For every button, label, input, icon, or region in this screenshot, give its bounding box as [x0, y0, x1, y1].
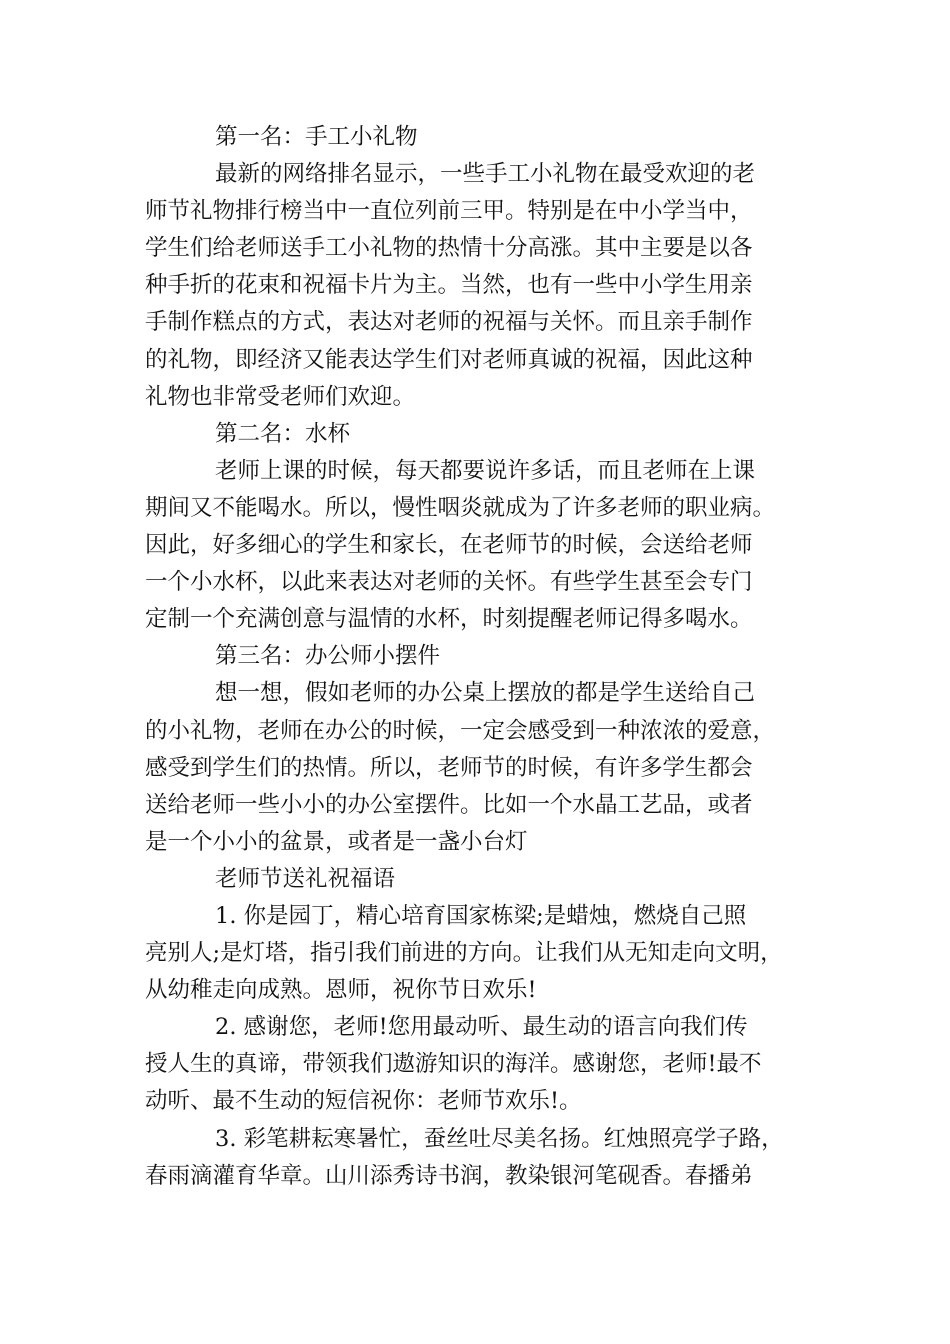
text-line: 最新的网络排名显示，一些手工小礼物在最受欢迎的老	[215, 161, 756, 188]
text-line: 的小礼物，老师在办公的时候，一定会感受到一种浓浓的爱意，	[145, 717, 776, 744]
text-line: 想一想，假如老师的办公桌上摆放的都是学生送给自己	[215, 680, 756, 707]
text-line: 老师上课的时候，每天都要说许多话，而且老师在上课	[215, 457, 756, 484]
text-line: 种手折的花束和祝福卡片为主。当然，也有一些中小学生用亲	[145, 272, 753, 299]
document-body	[145, 119, 813, 1195]
text-line: 3. 彩笔耕耘寒暑忙，蚕丝吐尽美名扬。红烛照亮学子路，	[215, 1125, 784, 1152]
text-line: 是一个小小的盆景，或者是一盏小台灯	[145, 828, 528, 855]
text-line: 礼物也非常受老师们欢迎。	[145, 383, 416, 410]
text-line: 动听、最不生动的短信祝你：老师节欢乐!。	[145, 1088, 582, 1115]
text-line: 定制一个充满创意与温情的水杯，时刻提醒老师记得多喝水。	[145, 606, 753, 633]
text-line: 授人生的真谛，带领我们遨游知识的海洋。感谢您，老师!最不	[145, 1051, 762, 1078]
text-line: 送给老师一些小小的办公室摆件。比如一个水晶工艺品，或者	[145, 791, 753, 818]
text-line: 第三名：办公师小摆件	[215, 643, 441, 670]
text-line: 2. 感谢您，老师!您用最动听、最生动的语言向我们传	[215, 1014, 748, 1041]
text-line: 第二名：水杯	[215, 420, 351, 447]
text-line: 第一名：手工小礼物	[215, 124, 418, 150]
text-line: 期间又不能喝水。所以，慢性咽炎就成为了许多老师的职业病。	[145, 494, 776, 521]
text-line: 学生们给老师送手工小礼物的热情十分高涨。其中主要是以各	[145, 235, 753, 262]
text-line: 感受到学生们的热情。所以，老师节的时候，有许多学生都会	[145, 754, 753, 781]
text-line: 老师节送礼祝福语	[215, 865, 396, 892]
text-line: 的礼物，即经济又能表达学生们对老师真诚的祝福，因此这种	[145, 346, 753, 373]
text-line: 春雨滴灌育华章。山川添秀诗书润，教染银河笔砚香。春播弟	[145, 1162, 753, 1189]
text-line: 一个小水杯，以此来表达对老师的关怀。有些学生甚至会专门	[145, 569, 753, 596]
text-line: 因此，好多细心的学生和家长，在老师节的时候，会送给老师	[145, 532, 753, 559]
text-line: 亮别人;是灯塔，指引我们前进的方向。让我们从无知走向文明，	[145, 940, 783, 967]
text-line: 手制作糕点的方式，表达对老师的祝福与关怀。而且亲手制作	[145, 309, 753, 336]
text-line: 1. 你是园丁，精心培育国家栋梁;是蜡烛，燃烧自己照	[215, 902, 747, 929]
text-line: 从幼稚走向成熟。恩师，祝你节日欢乐!	[145, 977, 537, 1004]
text-line: 师节礼物排行榜当中一直位列前三甲。特别是在中小学当中，	[145, 198, 753, 225]
